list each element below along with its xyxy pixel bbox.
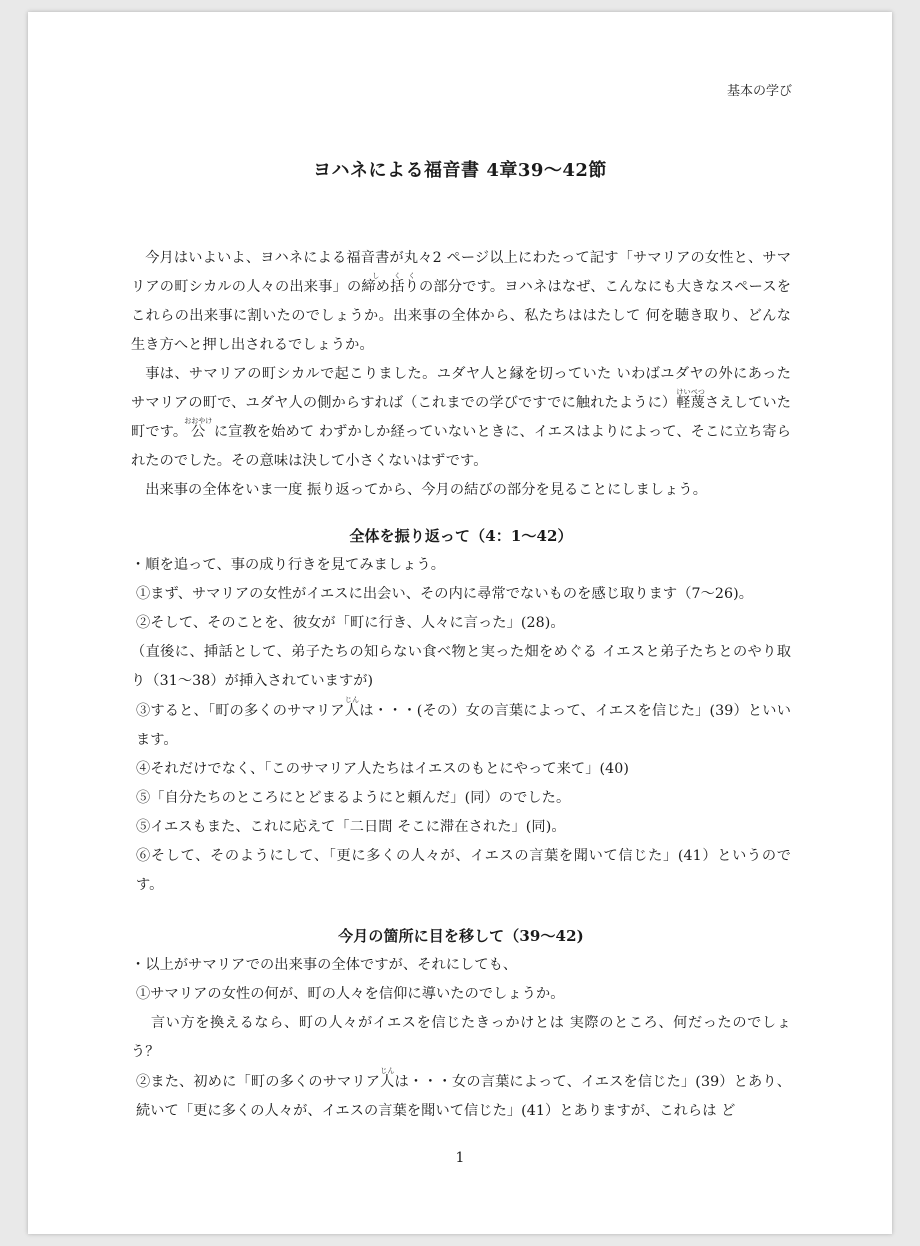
section1-bullet: ・順を追って、事の成り行きを見てみましょう。	[131, 557, 446, 573]
ruby-base: 軽蔑	[676, 395, 705, 411]
section2-bullet: ・以上がサマリアでの出来事の全体ですが、それにしても、	[131, 957, 518, 973]
ruby-reading: おおやけ	[184, 417, 213, 425]
ruby-jin-2	[380, 1067, 395, 1090]
section1-item-2: ②そして、そのことを、彼女が「町に行き、人々に言った」(28)。	[135, 615, 565, 631]
text-run: は・・・女の言葉によって、イエスを信じた」(39）とあり、続いて「更に多くの人々が、イエスの言葉を聞いて信じた」(41）とありますが、これらは ど	[135, 1074, 792, 1119]
section1-item-5b: ⑤イエスもまた、これに応えて「二日間 そこに滞在された」(同)。	[135, 819, 566, 835]
ruby-reading: じん	[380, 1067, 395, 1075]
section1-item-1: ①まず、サマリアの女性がイエスに出会い、その内に尋常でないものを感じ取ります（7〜26)。	[135, 586, 754, 602]
page-title: ヨハネによる福音書 4章39〜42節	[313, 160, 607, 181]
ruby-jin	[344, 696, 360, 719]
section1-item-3	[131, 696, 791, 755]
ruby-keibetsu	[676, 388, 705, 411]
section1-item-5: ⑤「自分たちのところにとどまるようにと頼んだ」(同）のでした。	[135, 790, 571, 806]
ruby-reading: くく	[390, 272, 419, 280]
section-heading-overview: 全体を振り返って（4：1〜42）	[349, 527, 573, 545]
ruby-reading: し	[361, 272, 391, 280]
section1-item-6: ⑥そして、そのようにして、「更に多くの人々が、イエスの言葉を聞いて信じた」(41）というのです。	[135, 848, 791, 893]
text-run: 今月はいよいよ、ヨハネによる福音書が丸々2 ページ以上にわたって記す「サマリアの女性と、サマリアの町シカルの人々の出来事」の	[131, 250, 791, 295]
text-run: ③すると、「町の多くのサマリア	[135, 703, 345, 719]
text-run: ②また、初めに「町の多くのサマリア	[135, 1074, 381, 1090]
ruby-shimekukuri-1	[361, 272, 391, 295]
ruby-base: 括り	[390, 279, 420, 295]
series-label: 基本の学び	[726, 84, 792, 99]
section1-item-4: ④それだけでなく、「このサマリア人たちはイエスのもとにやって来て」(40)	[135, 761, 630, 777]
text-run: に宣教を始めて わずかしか経っていないときに、イエスはよりによって、そこに立ち寄られたのでした。その意味は決して小さくないはずです。	[131, 424, 791, 469]
text-run: 事は、サマリアの町シカルで起こりました。ユダヤ人と縁を切っていた いわばユダヤの外にあったサマリアの町で、ユダヤ人の側からすれば（これまでの学びですでに触れたように）	[131, 366, 791, 411]
ruby-reading: じん	[344, 696, 360, 704]
section2-item-2	[131, 1067, 791, 1126]
text-run: は・・・(その）女の言葉によって、イエスを信じた」(39）といいます。	[135, 703, 791, 748]
page-number: 1	[455, 1150, 465, 1166]
intro-paragraph-2	[131, 360, 791, 476]
intro-paragraph-1	[131, 244, 791, 360]
ruby-base: 人	[380, 1074, 395, 1090]
ruby-base: 人	[344, 703, 360, 719]
section2-item-1: ①サマリアの女性の何が、町の人々を信仰に導いたのでしょうか。	[135, 986, 565, 1002]
ruby-base: 締め	[361, 279, 391, 295]
document-page	[28, 12, 892, 1234]
ruby-ooyake	[184, 417, 213, 440]
ruby-base: 公	[184, 424, 213, 440]
section1-aside: （直後に、挿話として、弟子たちの知らない食べ物と実った畑をめぐる イエスと弟子たちとのやり取り（31〜38）が挿入されていますが)	[131, 644, 791, 689]
section2-item-1-note: 言い方を換えるなら、町の人々がイエスを信じたきっかけとは 実際のところ、何だったのでしょう？	[131, 1015, 791, 1060]
document-body	[131, 244, 791, 1126]
text-run: の部分です。ヨハネはなぜ、こんなにも大きなスペースをこれらの出来事に割いたのでしょうか。出来事の全体から、私たちははたして 何を聴き取り、どんな生き方へと押し出されるでしょうか。	[131, 279, 792, 353]
ruby-shimekukuri-2	[390, 272, 420, 295]
section-heading-this-month: 今月の箇所に目を移して（39〜42)	[338, 927, 584, 945]
text-run: さえしていた町です。	[131, 395, 791, 440]
ruby-reading: けいべつ	[676, 388, 705, 396]
intro-paragraph-3: 出来事の全体をいま一度 振り返ってから、今月の結びの部分を見ることにしましょう。	[145, 482, 708, 498]
